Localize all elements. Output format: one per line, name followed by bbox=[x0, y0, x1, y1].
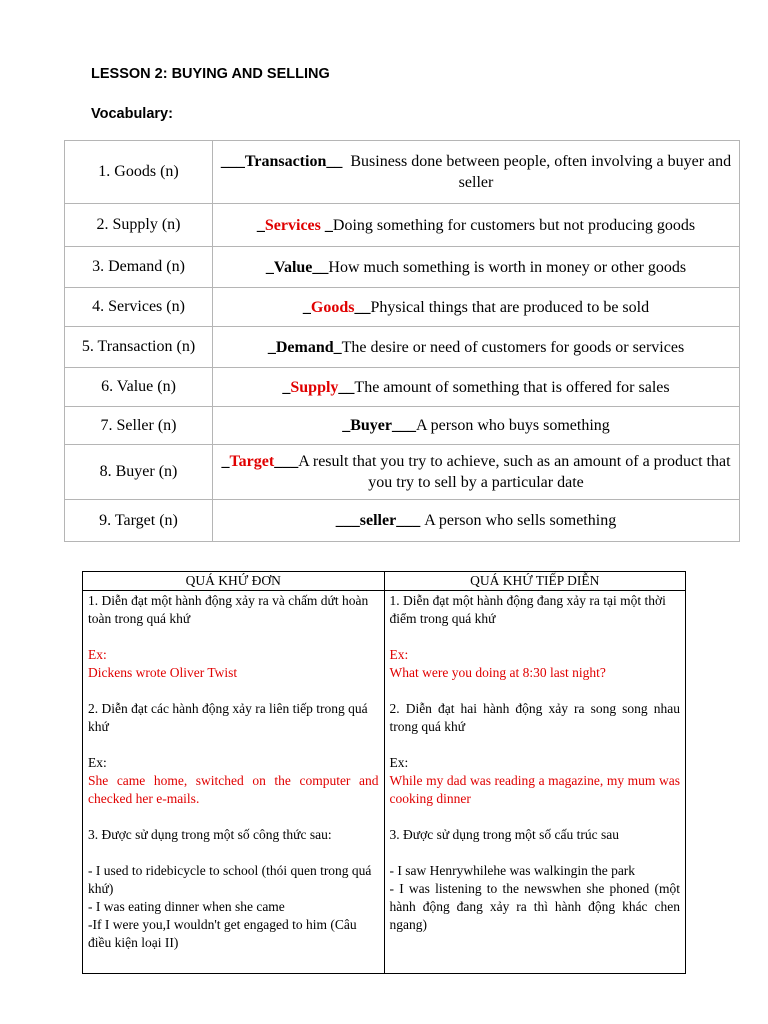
blank-prefix: _ bbox=[267, 338, 276, 356]
past-continuous-header: QUÁ KHỨ TIẾP DIỄN bbox=[384, 572, 686, 591]
definition-text: The amount of something that is offered for sales bbox=[354, 378, 670, 396]
tense-content-row bbox=[83, 591, 686, 974]
past-simple-example-1-label: Ex: bbox=[88, 647, 107, 662]
blank-suffix: ___ bbox=[396, 512, 425, 529]
definition-text: A person who sells something bbox=[424, 512, 617, 529]
blank-suffix: _ bbox=[333, 338, 342, 356]
definition-text: Physical things that are produced to be sold bbox=[370, 298, 650, 316]
answer-word: Goods bbox=[310, 298, 355, 316]
vocabulary-term: 4. Services (n) bbox=[65, 288, 213, 327]
blank-suffix: ___ bbox=[274, 453, 299, 470]
vocabulary-definition-cell bbox=[213, 407, 740, 445]
blank-prefix: _ bbox=[342, 417, 351, 434]
past-simple-use-3: 3. Được sử dụng trong một số công thức sau: bbox=[88, 827, 332, 842]
past-continuous-example-1-label: Ex: bbox=[389, 647, 409, 662]
vocabulary-term: 5. Transaction (n) bbox=[65, 327, 213, 368]
lesson-title: LESSON 2: BUYING AND SELLING bbox=[91, 66, 330, 82]
vocabulary-term: 8. Buyer (n) bbox=[65, 445, 213, 500]
blank-prefix: ___ bbox=[220, 153, 245, 170]
past-simple-use-2: 2. Diễn đạt các hành động xảy ra liên tiếp trong quá khứ bbox=[88, 701, 368, 734]
vocabulary-row bbox=[65, 445, 740, 500]
answer-word: Supply bbox=[290, 378, 339, 396]
answer-word: Buyer bbox=[350, 417, 392, 434]
blank-prefix: _ bbox=[256, 216, 265, 234]
vocabulary-definition-cell bbox=[213, 288, 740, 327]
vocabulary-definition-cell bbox=[213, 327, 740, 368]
vocabulary-row bbox=[65, 141, 740, 204]
definition-text: The desire or need of customers for goods or services bbox=[341, 338, 685, 356]
vocabulary-heading: Vocabulary: bbox=[91, 106, 173, 122]
blank-prefix: _ bbox=[302, 298, 311, 316]
answer-word: Demand bbox=[275, 338, 334, 356]
past-simple-cell bbox=[83, 591, 385, 974]
blank-suffix: __ bbox=[312, 258, 329, 276]
vocabulary-row bbox=[65, 407, 740, 445]
vocabulary-row bbox=[65, 247, 740, 288]
answer-word: Transaction bbox=[244, 153, 327, 170]
vocabulary-term: 3. Demand (n) bbox=[65, 247, 213, 288]
vocabulary-definition-cell bbox=[213, 500, 740, 542]
blank-prefix: _ bbox=[265, 258, 274, 276]
vocabulary-term: 7. Seller (n) bbox=[65, 407, 213, 445]
past-simple-formula-1: - I used to ridebicycle to school (thói quen trong quá khứ) bbox=[88, 863, 372, 896]
tense-header-row bbox=[83, 572, 686, 591]
past-simple-header: QUÁ KHỨ ĐƠN bbox=[83, 572, 385, 591]
answer-word: Value bbox=[273, 258, 313, 276]
vocabulary-term: 9. Target (n) bbox=[65, 500, 213, 542]
tense-comparison-table bbox=[82, 571, 686, 974]
vocabulary-row bbox=[65, 500, 740, 542]
definition-text: A person who buys something bbox=[416, 417, 610, 434]
definition-text: How much something is worth in money or other goods bbox=[328, 258, 687, 276]
blank-suffix: __ bbox=[338, 378, 355, 396]
blank-suffix: __ bbox=[354, 298, 371, 316]
blank-prefix: ___ bbox=[335, 512, 360, 529]
vocabulary-row bbox=[65, 368, 740, 407]
vocabulary-row bbox=[65, 204, 740, 247]
vocabulary-row bbox=[65, 327, 740, 368]
vocabulary-table bbox=[64, 140, 740, 542]
past-continuous-cell bbox=[384, 591, 686, 974]
vocabulary-table-body bbox=[65, 141, 740, 542]
vocabulary-definition-cell bbox=[213, 204, 740, 247]
blank-suffix: _ bbox=[320, 216, 333, 234]
answer-word: seller bbox=[359, 512, 397, 529]
vocabulary-term: 1. Goods (n) bbox=[65, 141, 213, 204]
past-simple-example-1: Dickens wrote Oliver Twist bbox=[88, 665, 238, 680]
past-continuous-use-3: 3. Được sử dụng trong một số cấu trúc sau bbox=[389, 827, 619, 842]
past-simple-example-2: She came home, switched on the computer and checked her e-mails. bbox=[88, 773, 379, 806]
past-simple-formula-3: -If I were you,I wouldn't get engaged to him (Câu điều kiện loại II) bbox=[88, 917, 357, 950]
vocabulary-row bbox=[65, 288, 740, 327]
blank-prefix: _ bbox=[221, 453, 230, 470]
definition-text: Doing something for customers but not producing goods bbox=[332, 216, 696, 234]
past-continuous-use-1: 1. Diễn đạt một hành động đang xảy ra tại một thời điểm trong quá khứ bbox=[389, 593, 666, 626]
vocabulary-definition-cell bbox=[213, 368, 740, 407]
past-simple-formula-2: - I was eating dinner when she came bbox=[88, 899, 285, 914]
vocabulary-definition-cell bbox=[213, 141, 740, 204]
definition-text: A result that you try to achieve, such as an amount of a product that you try to sell by a particular date bbox=[298, 453, 731, 491]
past-continuous-structure-2: - I was listening to the newswhen she phoned (một hành động đang xảy ra thì hành động khác chen ngang) bbox=[389, 881, 680, 932]
past-simple-use-1: 1. Diễn đạt một hành động xảy ra và chấm dứt hoàn toàn trong quá khứ bbox=[88, 593, 369, 626]
blank-suffix: ___ bbox=[392, 417, 416, 434]
vocabulary-term: 6. Value (n) bbox=[65, 368, 213, 407]
blank-suffix: __ bbox=[326, 153, 351, 170]
past-continuous-example-2: While my dad was reading a magazine, my mum was cooking dinner bbox=[389, 773, 680, 806]
past-continuous-use-2: 2. Diễn đạt hai hành động xảy ra song song nhau trong quá khứ bbox=[389, 701, 680, 734]
answer-word: Target bbox=[229, 453, 275, 470]
past-continuous-example-1: What were you doing at 8:30 last night? bbox=[389, 665, 606, 680]
vocabulary-term: 2. Supply (n) bbox=[65, 204, 213, 247]
answer-word: Services bbox=[264, 216, 321, 234]
blank-prefix: _ bbox=[282, 378, 291, 396]
past-continuous-structure-1: - I saw Henrywhilehe was walkingin the park bbox=[389, 863, 636, 878]
past-continuous-example-2-label: Ex: bbox=[389, 755, 409, 770]
vocabulary-definition-cell bbox=[213, 445, 740, 500]
definition-text: Business done between people, often involving a buyer and seller bbox=[350, 153, 732, 191]
past-simple-example-2-label: Ex: bbox=[88, 755, 107, 770]
vocabulary-definition-cell bbox=[213, 247, 740, 288]
